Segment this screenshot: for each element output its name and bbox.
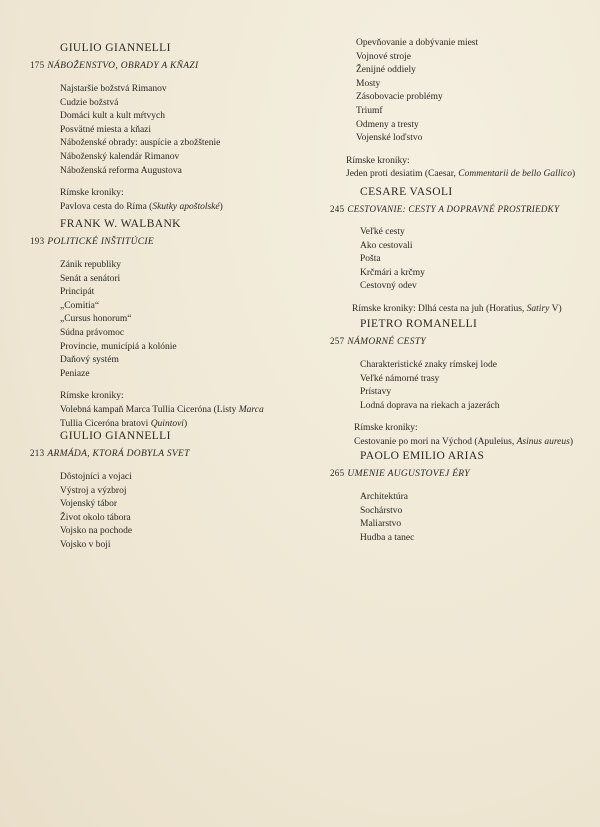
chapter-section-245 xyxy=(330,186,595,317)
topic-item: Cestovný odev xyxy=(360,281,417,292)
chapter-title xyxy=(330,468,595,479)
chronicles-label: Rímske kroniky: xyxy=(60,188,124,199)
topic-item: Náboženská reforma Augustova xyxy=(60,165,182,176)
chapter-title xyxy=(30,60,320,71)
topic-item: Vojenský tábor xyxy=(60,499,118,510)
page-number: 213 xyxy=(30,448,45,458)
chapter-name: UMENIE AUGUSTOVEJ ÉRY xyxy=(347,469,470,479)
chapter-name: POLITICKÉ INŠTITÚCIE xyxy=(47,237,154,247)
chapter-name: CESTOVANIE: CESTY A DOPRAVNÉ PROSTRIEDKY xyxy=(347,204,560,214)
topic-item: Život okolo tábora xyxy=(60,512,131,523)
topic-item: Principát xyxy=(60,287,95,298)
topic-item: Prístavy xyxy=(360,387,392,398)
roman-chronicles xyxy=(354,422,595,449)
topic-item: Triumf xyxy=(356,105,383,116)
chronicles-label: Rímske kroniky: xyxy=(60,391,124,402)
topic-item: Zásobovacie problémy xyxy=(356,92,443,103)
topic-item: Krčmári a krčmy xyxy=(360,267,425,278)
page-number: 245 xyxy=(330,204,345,214)
topic-list xyxy=(30,83,320,178)
topic-item: Vojnové stroje xyxy=(356,51,411,62)
chapter-title xyxy=(30,448,320,459)
topic-item: Opevňovanie a dobývanie miest xyxy=(356,38,479,48)
author-name: GIULIO GIANNELLI xyxy=(60,42,171,54)
author-name: CESARE VASOLI xyxy=(360,186,453,198)
topic-item: Ako cestovali xyxy=(360,240,413,251)
topic-item: Daňový systém xyxy=(60,355,119,366)
chapter-name: ARMÁDA, KTORÁ DOBYLA SVET xyxy=(47,449,190,459)
page-number: 265 xyxy=(330,468,345,478)
chapter-name: NÁMORNÉ CESTY xyxy=(347,337,426,347)
author-name: GIULIO GIANNELLI xyxy=(60,430,171,442)
topic-item: Architektúra xyxy=(360,492,409,502)
author-name: FRANK W. WALBANK xyxy=(60,218,181,230)
topic-list xyxy=(30,471,320,553)
chronicles-label: Rímske kroniky: xyxy=(346,155,410,166)
topic-item: Sochárstvo xyxy=(360,505,403,516)
chapter-section-213 xyxy=(30,430,320,553)
topic-item: Dôstojníci a vojaci xyxy=(60,472,132,482)
chronicles-entry: Cestovanie po mori na Východ (Apuleius, Asinus aureus) xyxy=(354,436,574,447)
topic-item: Mosty xyxy=(356,78,381,89)
page-number: 175 xyxy=(30,60,45,70)
chronicles-label: Rímske kroniky: xyxy=(354,423,418,434)
topic-item: Súdna právomoc xyxy=(60,327,125,338)
topic-list xyxy=(330,359,595,413)
chronicles-entry: Pavlova cesta do Ríma (Skutky apoštolské) xyxy=(60,201,223,212)
chapter-title xyxy=(330,204,595,214)
topic-item: Maliarstvo xyxy=(360,519,402,530)
topic-item: Vojsko na pochode xyxy=(60,526,133,537)
topic-item: „Comitia“ xyxy=(60,300,100,311)
chapter-title xyxy=(30,236,320,247)
roman-chronicles xyxy=(60,187,320,214)
topic-item: Posvätné miesta a kňazi xyxy=(60,124,152,135)
topic-item: Výstroj a výzbroj xyxy=(60,485,127,496)
topic-item: Lodná doprava na riekach a jazerách xyxy=(360,400,500,411)
topic-item: Hudba a tanec xyxy=(360,532,415,543)
topic-item: Charakteristické znaky rímskej lode xyxy=(360,360,497,370)
topic-item: Zánik republiky xyxy=(60,260,121,270)
topic-item: Cudzie božstvá xyxy=(60,97,119,108)
roman-chronicles xyxy=(352,303,595,317)
roman-chronicles xyxy=(60,390,320,431)
chapter-name: NÁBOŽENSTVO, OBRADY A KŇAZI xyxy=(47,61,199,71)
chronicles-entry-cont: Tullia Ciceróna bratovi Quintovi) xyxy=(60,418,188,429)
topic-list xyxy=(330,37,595,146)
topic-item: Ženijné oddiely xyxy=(356,65,416,76)
topic-item: „Cursus honorum“ xyxy=(60,314,132,325)
chapter-section-193 xyxy=(30,218,320,431)
topic-item: Odmeny a tresty xyxy=(356,119,419,130)
topic-item: Náboženský kalendár Rimanov xyxy=(60,151,180,162)
chronicles-entry: Rímske kroniky: Dlhá cesta na juh (Horatius, Satiry V) xyxy=(352,303,562,314)
chapter-section-265 xyxy=(330,450,595,545)
chapter-section-175 xyxy=(30,42,320,214)
topic-item: Náboženské obrady: auspície a zbožštenie xyxy=(60,138,221,149)
topic-item: Vojsko v boji xyxy=(60,539,111,550)
roman-chronicles xyxy=(346,155,595,182)
chapter-title xyxy=(330,336,595,347)
topic-list xyxy=(330,226,595,294)
topic-list xyxy=(30,259,320,381)
topic-item: Domáci kult a kult mŕtvych xyxy=(60,111,166,122)
chronicles-entry: Volebná kampaň Marca Tullia Ciceróna (Listy Marca xyxy=(60,404,264,415)
chapter-section-213-continued xyxy=(330,37,595,182)
topic-item: Vojenské loďstvo xyxy=(356,133,423,144)
chapter-section-257 xyxy=(330,318,595,450)
author-name: PIETRO ROMANELLI xyxy=(360,318,478,330)
topic-item: Pošta xyxy=(360,254,381,265)
page-number: 193 xyxy=(30,236,45,246)
topic-item: Provincie, municípiá a kolónie xyxy=(60,341,177,352)
topic-list xyxy=(330,491,595,545)
chronicles-entry: Jeden proti desiatim (Caesar, Commentarii de bello Gallico) xyxy=(346,169,576,180)
topic-item: Peniaze xyxy=(60,368,90,379)
author-name: PAOLO EMILIO ARIAS xyxy=(360,450,485,462)
page-number: 257 xyxy=(330,336,345,346)
topic-item: Veľké námorné trasy xyxy=(360,373,440,384)
topic-item: Najstaršie božstvá Rimanov xyxy=(60,84,167,94)
topic-item: Senát a senátori xyxy=(60,273,121,284)
topic-item: Veľké cesty xyxy=(360,227,405,237)
